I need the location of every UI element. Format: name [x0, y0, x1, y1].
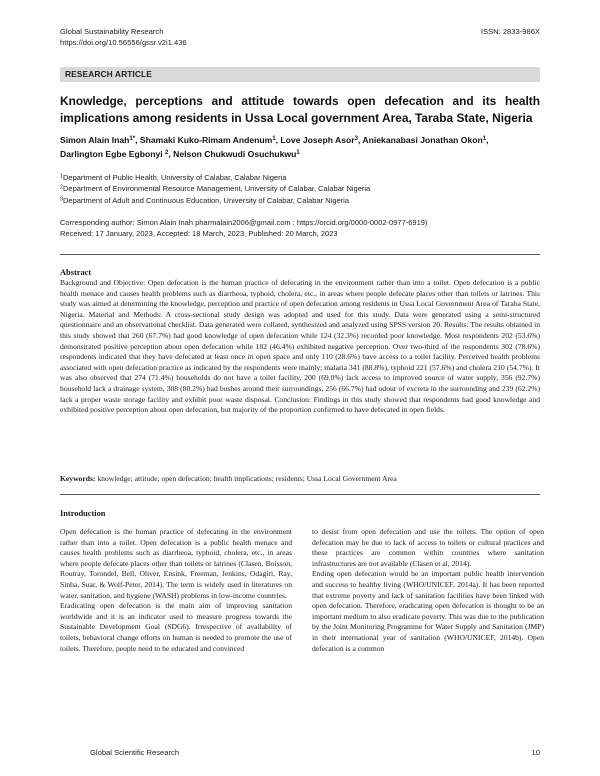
right-column	[312, 527, 544, 654]
keywords-line	[60, 474, 540, 485]
author-affiliation-mark: 1*	[129, 136, 136, 142]
doi-link[interactable]: https://doi.org/10.56556/gssr.v2i1.436	[60, 37, 187, 47]
affiliation-text: Department of Adult and Continuous Education, University of Calabar, Calabar Nigeria	[63, 195, 349, 205]
author-affiliation-mark: 1	[296, 150, 300, 156]
author-separator: ,	[135, 135, 140, 145]
running-header	[60, 27, 187, 48]
author-name: Aniekanabasi Jonathan Okon	[362, 135, 483, 145]
article-title: Knowledge, perceptions and attitude towards open defecation and its health implications among residents in Ussa Local government Area, Taraba State, Nigeria	[60, 94, 540, 125]
corresponding-author: Corresponding author: Simon Alain Inah pharmalain2006@gmail.com ; https://orcid.org/0000-0002-0977-6919)	[60, 218, 428, 227]
correspondence-block	[60, 217, 540, 240]
affiliation-mark: 1	[60, 173, 63, 180]
author-affiliation-mark: 1	[482, 136, 487, 142]
author-separator: ,	[168, 149, 174, 159]
author-affiliation-mark: 1	[272, 136, 276, 142]
author-affiliation-mark: 2	[165, 150, 169, 156]
paragraph: Ending open defecation would be an important public health intervention and success to healthy living (WHO/UNICEF, 2014a). It has been reported that extreme poverty and lack of sanitation facilities have been linked with open defecation. Therefore, eradicating open defecation is thought to be an important medium to also eradicate poverty. This was due to the publication by the Joint Monitoring Programme for Water Supply and Sanitation (JMP) in their international year of sanitation (WHO/UNICEF, 2014b). Open defecation is a common	[312, 569, 544, 653]
author-list	[60, 133, 540, 161]
section-divider	[60, 494, 540, 495]
affiliation-text: Department of Public Health, University of Calabar, Calabar Nigeria	[63, 173, 287, 182]
section-divider	[60, 254, 540, 255]
affiliation-line	[60, 172, 540, 183]
publication-dates: Received: 17 January, 2023, Accepted: 18 March, 2023, Published: 20 March, 2023	[60, 229, 338, 239]
affiliation-text: Department of Environmental Resource Management, University of Calabar, Calabar Nigeria	[63, 184, 371, 194]
paragraph: to desist from open defecation and use the toilets. The option of open defecation may be due to lack of access to toilets or cultural practices and these practices are common within countries where sanitation infrastructures are not available (Clasen et al, 2014).	[312, 527, 544, 568]
author-name: Darlington Egbe Egbonyi	[60, 149, 166, 159]
author-name: Simon Alain Inah	[60, 135, 130, 145]
affiliation-line	[60, 195, 540, 206]
abstract-body: Background and Objective: Open defecation is the human practice of defecating in the environment rather than into a toilet. Open defecation is a public health menace and causes health problems such as diarrheoa, typhoid, cholera, etc., in areas where people defecate places other than toilets or latrines. This study was aimed at determining the knowledge, perception and practice of open defecation among residents in Ussa Local Government Area of Taraba State, Nigeria. Material and Methods: A cross-sectional study design was adopted and used for this study. Data were generated using a semi-structured questionnaire and an observational checklist. Data generated were collated, synthesized and analyzed using SPSS version 20. Results: The results obtained in this study showed that 260 (67.7%) had good knowledge of open defecation while 124 (32.3%) recorded poor knowledge. Most respondents 202 (53.6%) demonstrated positive perception about open defecation while 182 (46.4%) exhibited negative perception. Over two-third of the respondents 302 (78.6%) respondents indicated that they have defecated at least once in open space and only 110 (28.6%) have access to a toilet facility. Perceived health problems associated with open defecation practice as indicated by the respondents were mainly; malaria 341 (88.8%), typhoid 221 (57.6%) and cholera 210 (54.7%). It was also observed that 274 (71.4%) households do not have a toilet facility, 200 (69.0%) lack access to improved source of water supply, 356 (92.7%) household lack a drainage system, 308 (80.2%) had bushes around their surroundings, 256 (66.7%) had odour of excreta in the surrounding and 239 (62.2%) lack a proper waste storage facility and exhibit poor waste disposal. Conclusion: Findings in this study showed that respondents had good knowledge and exhibited positive perception about open defecation, but majority of the proportion confirmed to have defecated in open fields.	[60, 278, 540, 415]
paragraph: Eradicating open defecation is the main aim of improving sanitation worldwide and it is an indicator used to measure progress towards the Sustainable Development Goal (SDG6). Irrespective of availability of toilets, behavioral change efforts on human is needed to promote the use of toilets. Therefore, people need to be educated and convinced	[60, 601, 292, 653]
introduction-heading: Introduction	[60, 509, 106, 518]
article-type-label: RESEARCH ARTICLE	[65, 69, 152, 79]
left-column	[60, 527, 292, 654]
affiliation-mark: 3	[60, 196, 63, 203]
author-separator: ,	[275, 135, 281, 145]
author-separator: ,	[486, 135, 489, 145]
journal-name: Global Sustainability Research	[60, 27, 164, 36]
page-number: 10	[531, 748, 540, 757]
issn: ISSN: 2833-986X	[480, 27, 540, 36]
keywords-label: Keywords:	[60, 474, 96, 483]
author-name: Love Joseph Asor	[280, 135, 355, 145]
affiliation-mark: 2	[60, 184, 63, 191]
paragraph: Open defecation is the human practice of defecating in the environment rather than into a toilet. Open defecation is a public health menace and causes health problems such as diarrheoa, typhoid, cholera, etc., in areas where people defecate places other than toilets or latrines (Clasen, Boisson, Routray, Torondel, Bell, Oliver, Ensink, Freeman, Jenkins, Odagiri, Ray, Sinha, Suar, & Wolf-Peter, 2014). The term is widely used in literatures on water, sanitation, and hygiene (WASH) problems in low-income countries.	[60, 527, 292, 600]
keywords-text: knowledge; attitude; open defecation; health implications; residents; Ussa Local Government Area	[95, 474, 397, 483]
author-separator: ,	[357, 135, 363, 145]
article-type-bar	[60, 67, 540, 82]
affiliation-line	[60, 183, 540, 194]
affiliations	[60, 172, 540, 206]
footer-journal: Global Scientific Research	[90, 748, 180, 757]
author-affiliation-mark: 3	[354, 136, 358, 142]
author-name: Nelson Chukwudi Osuchukwu	[173, 149, 297, 159]
abstract-heading: Abstract	[60, 268, 92, 277]
author-name: Shamaki Kuko-Rimam Andenum	[139, 135, 273, 145]
